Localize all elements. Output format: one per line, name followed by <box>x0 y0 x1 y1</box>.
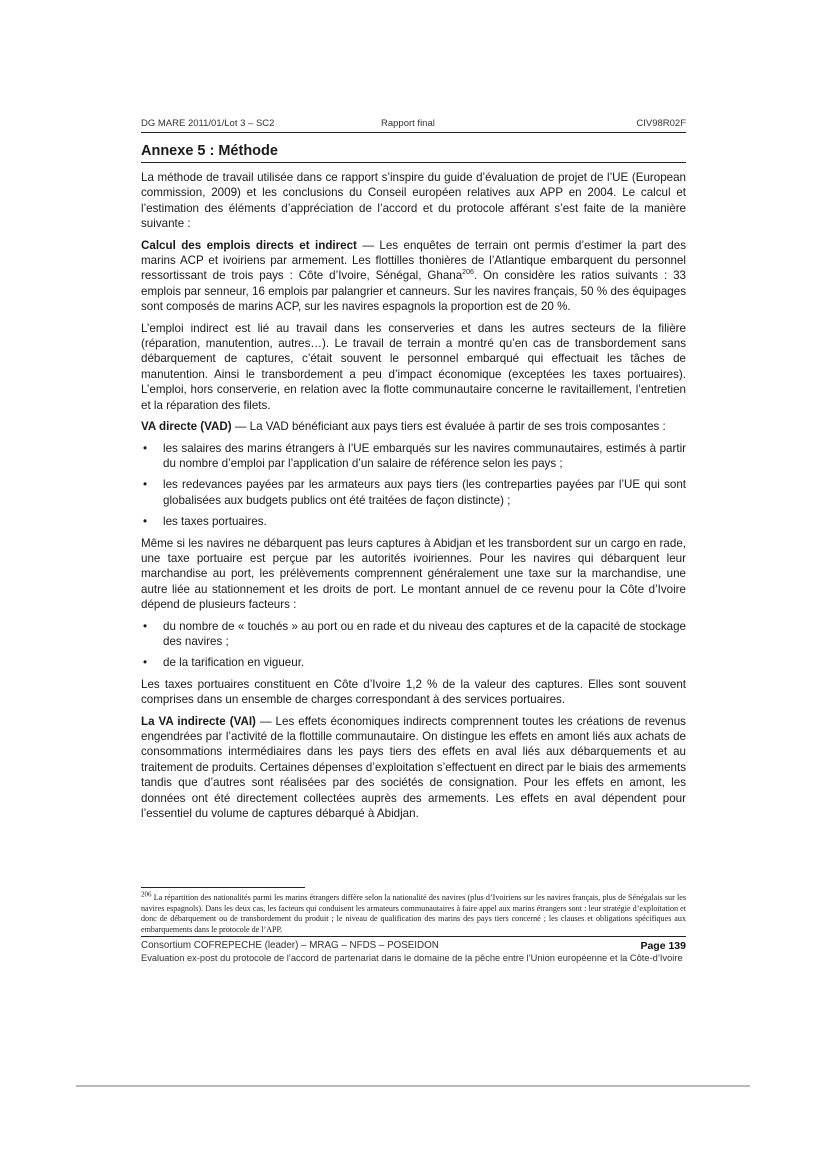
paragraph-lead: VA directe (VAD) <box>141 420 232 434</box>
port-tax-paragraph: Même si les navires ne débarquent pas leurs captures à Abidjan et les transbordent sur un cargo en rade, une taxe portuaire est perçue par les autorités ivoiriennes. Pour les navires qui débarquent leur marchandise au port, les prélèvements comprennent généralement une taxe sur la marchandise, une autre liée au stationnement et les droits de port. Le montant annuel de ce revenu pour la Côte d’Ivoire dépend de plusieurs facteurs : <box>141 536 686 612</box>
list-item: • les taxes portuaires. <box>143 515 267 529</box>
annex-title: Annexe 5 : Méthode <box>141 143 686 163</box>
vad-components-list <box>141 441 686 530</box>
paragraph-lead: La VA indirecte (VAI) <box>141 714 256 728</box>
header-document-code: CIV98R02F <box>636 118 686 129</box>
bullet-icon: • <box>143 515 148 529</box>
header-reference: DG MARE 2011/01/Lot 3 – SC2 <box>141 118 275 129</box>
footnote <box>141 890 686 935</box>
footnote-text: La répartition des nationalités parmi les marins étrangers diffère selon la nationalité des navires (plus d’Ivoiriens sur les navires français, plus de Sénégalais sur les navires espagnols). Dans les deux cas, les facteurs qui conduisent les armateurs communautaires à faire appel aux marins étrangers sont : leur stratégie d’exploitation et donc de débarquement ou de transbordement du produit ; le niveau de qualification des marins des pays tiers concerné ; les clauses et obligations spécifiques aux embarquements dans le protocole de l’APP. <box>141 893 686 934</box>
paragraph-lead: Calcul des emplois directs et indirect <box>141 238 357 252</box>
bullet-icon: • <box>143 619 148 633</box>
page-footer <box>141 936 686 963</box>
port-factors-list <box>141 619 686 671</box>
bullet-icon: • <box>143 656 148 670</box>
footer-consortium: Consortium COFREPECHE (leader) – MRAG – NFDS – POSEIDON <box>141 940 439 951</box>
bullet-icon: • <box>143 441 148 455</box>
bullet-icon: • <box>143 478 148 492</box>
port-tax-share-paragraph: Les taxes portuaires constituent en Côte d’Ivoire 1,2 % de la valeur des captures. Elles sont souvent comprises dans un ensemble de charges correspondant à des services portuaires. <box>141 677 686 707</box>
list-item: • les redevances payées par les armateurs aux pays tiers (les contreparties payées par l’UE qui sont globalisées aux budgets publics ont été traitées de façon distincte) ; <box>143 478 686 507</box>
vai-paragraph <box>141 714 686 822</box>
header-report-type: Rapport final <box>381 118 435 129</box>
list-item: • les salaires des marins étrangers à l’UE embarqués sur les navires communautaires, estimés à partir du nombre d’emploi par l’application d’un salaire de référence selon les pays ; <box>143 441 686 470</box>
running-header <box>141 118 686 133</box>
direct-indirect-jobs-paragraph <box>141 238 686 315</box>
paragraph-text: — Les effets économiques indirects comprennent toutes les créations de revenus engendrées par l’activité de la flottille communautaire. On distingue les effets en amont liés aux achats de consommations intermédiaires dans les pays tiers des effets en aval liés aux débarquements et au traitement de produits. Certaines dépenses d’exploitation s’effectuent en direct par le biais des armements tandis que d’autres sont réalisées par des sociétés de consignation. Pour les effets en amont, les données ont été directement collectées auprès des armements. Les effets en aval dépendent pour l’essentiel du volume de captures débarqué à Abidjan. <box>141 714 686 821</box>
list-item: • du nombre de « touchés » au port ou en rade et du niveau des captures et de la capacité de stockage des navires ; <box>143 619 686 648</box>
indirect-jobs-paragraph: L’emploi indirect est lié au travail dans les conserveries et dans les autres secteurs de la filière (réparation, manutention, autres…). Le travail de terrain a montré qu’en cas de transbordement sans débarquement de captures, c’était souvent le personnel embarqué qui effectuait les tâches de manutention. Ainsi le transbordement a peu d’impact économique (exceptées les taxes portuaires). L’emploi, hors conserverie, en relation avec la flotte communautaire concerne le ravitaillement, l’entretien et la réparation des filets. <box>141 321 686 412</box>
body-text <box>141 170 686 827</box>
footer-study-title: Evaluation ex-post du protocole de l’accord de partenariat dans le domaine de la pêche entre l’Union européenne et la Côte-d’Ivoire <box>141 953 683 963</box>
vad-paragraph <box>141 419 686 434</box>
paragraph-text: — Les enquêtes de terrain ont permis d’estimer la part des marins ACP et ivoiriens par armement. Les flottilles thonières de l’Atlantique embarquent du personnel ressortissant de trois pays : Côte d’Ivoire, Sénégal, Ghana <box>141 238 686 283</box>
list-item: • de la tarification en vigueur. <box>143 656 305 670</box>
footnote-separator <box>141 887 305 888</box>
page-number: Page 139 <box>640 940 686 952</box>
footnote-reference[interactable]: 206 <box>462 269 474 277</box>
page-divider <box>76 1085 750 1087</box>
paragraph-text: . On considère les ratios suivants : 33 emplois par senneur, 16 emplois par palangrier et canneurs. Sur les navires français, 50 % des équipages sont composés de marins ACP, sur les navires espagnols la proportion est de 20 %. <box>141 269 686 314</box>
paragraph-text: — La VAD bénéficiant aux pays tiers est évaluée à partir de ses trois composantes : <box>231 420 666 434</box>
intro-paragraph: La méthode de travail utilisée dans ce rapport s’inspire du guide d’évaluation de projet de l’UE (European commission, 2009) et les conclusions du Conseil européen relatives aux APP en 2004. Le calcul et l’estimation des éléments d’appréciation de l’accord et du protocole afférant s’est faite de la manière suivante : <box>141 171 686 231</box>
footnote-number: 206 <box>141 890 152 899</box>
